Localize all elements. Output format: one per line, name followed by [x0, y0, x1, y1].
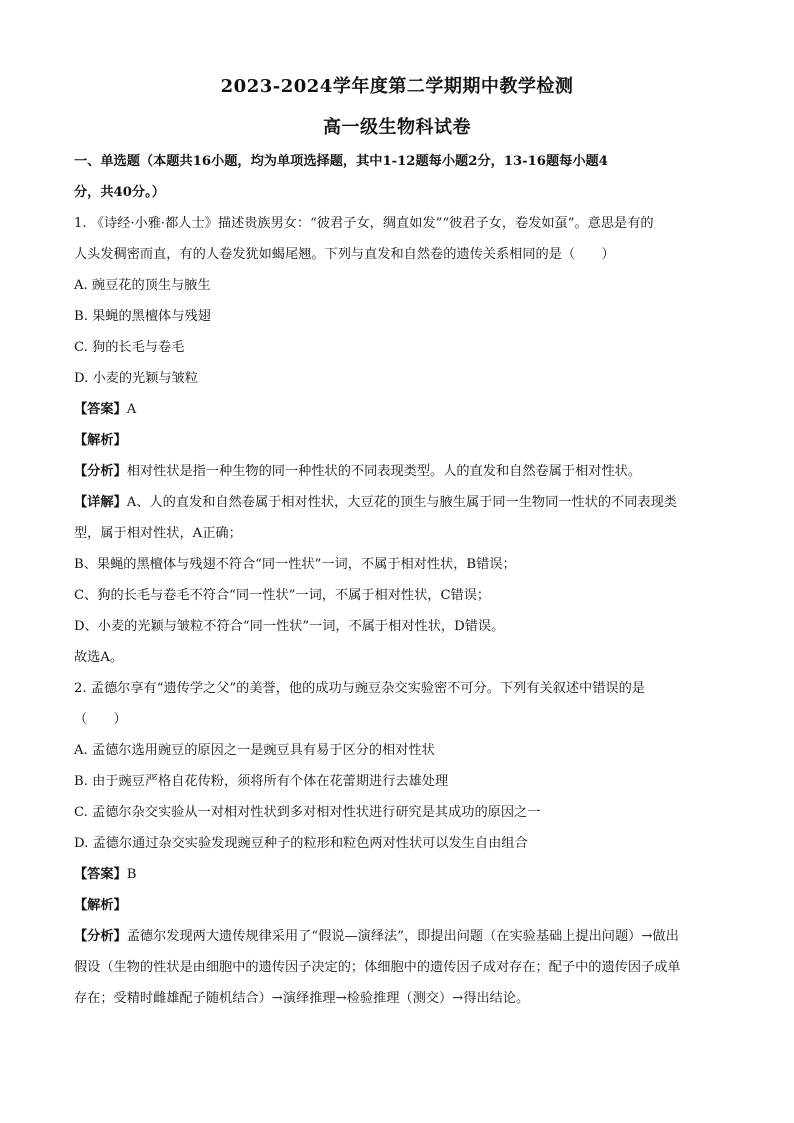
exam-title: 2023-2024学年度第二学期期中教学检测 [220, 76, 574, 97]
q2-option-c: C. 孟德尔杂交实验从一对相对性状到多对相对性状进行研究是其成功的原因之一 [74, 805, 541, 820]
q1-xiangjie-b: B、果蝇的黑檀体与残翅不符合“同一性状”一词，不属于相对性状，B错误； [74, 557, 516, 572]
xiangjie-label: 【详解】 [74, 495, 127, 510]
q2-answer [74, 866, 724, 884]
section-heading-line-1: 一、单选题（本题共16小题，均为单项选择题，其中1-12题每小题2分，13-16题每小题4 [74, 154, 608, 169]
q1-stem-line-2: 人头发稠密而直，有的人卷发犹如蝎尾翘。下列与直发和自然卷的遗传关系相同的是（ ） [74, 247, 615, 262]
exam-subtitle: 高一级生物科试卷 [323, 117, 471, 138]
q2-option-b: B. 由于豌豆严格自花传粉，须将所有个体在花蕾期进行去雄处理 [74, 774, 449, 789]
section-heading-line-2: 分，共40分。） [74, 185, 165, 200]
q1-answer [74, 401, 724, 419]
fenxi-label: 【分析】 [74, 929, 127, 944]
q1-option-d: D. 小麦的光颖与皱粒 [74, 371, 198, 386]
q2-fenxi-line-2: 假设（生物的性状是由细胞中的遗传因子决定的；体细胞中的遗传因子成对存在；配子中的遗传因子成单 [74, 960, 681, 975]
fenxi-text: 孟德尔发现两大遗传规律采用了“假说—演绎法”，即提出问题（在实验基础上提出问题）→做出 [126, 929, 679, 944]
q1-conclusion: 故选A。 [74, 650, 124, 665]
xiangjie-text: A、人的直发和自然卷属于相对性状，大豆花的顶生与腋生属于同一生物同一性状的不同表现类 [126, 495, 677, 510]
answer-label: 【答案】 [74, 402, 127, 417]
q1-fenxi [74, 463, 724, 481]
fenxi-text: 相对性状是指一种生物的同一种性状的不同表现类型。人的直发和自然卷属于相对性状。 [126, 464, 642, 479]
answer-label: 【答案】 [74, 867, 127, 882]
q2-stem-line-1: 2. 孟德尔享有“遗传学之父”的美誉，他的成功与豌豆杂交实验密不可分。下列有关叙述中错误的是 [74, 681, 645, 696]
q1-xiangjie-c: C、狗的长毛与卷毛不符合“同一性状”一词，不属于相对性状，C错误； [74, 588, 491, 603]
q2-fenxi-line-3: 存在；受精时雌雄配子随机结合）→演绎推理→检验推理（测交）→得出结论。 [74, 991, 530, 1006]
q2-option-d: D. 孟德尔通过杂交实验发现豌豆种子的粒形和粒色两对性状可以发生自由组合 [74, 836, 528, 851]
fenxi-label: 【分析】 [74, 464, 127, 479]
q1-xiangjie-line-1 [74, 494, 724, 512]
q1-xiangjie-d: D、小麦的光颖与皱粒不符合“同一性状”一词，不属于相对性状，D错误。 [74, 619, 505, 634]
q1-option-c: C. 狗的长毛与卷毛 [74, 340, 185, 355]
q1-option-b: B. 果蝇的黑檀体与残翅 [74, 309, 211, 324]
q1-option-a: A. 豌豆花的顶生与腋生 [74, 278, 211, 293]
q2-stem-line-2: （ ） [74, 712, 127, 727]
q2-analysis-label: 【解析】 [74, 898, 127, 913]
q2-fenxi-line-1 [74, 928, 724, 946]
answer-value: B [126, 867, 137, 882]
answer-value: A [126, 402, 137, 417]
q1-xiangjie-line-2: 型，属于相对性状，A正确； [74, 526, 242, 541]
q1-analysis-label: 【解析】 [74, 433, 127, 448]
q2-option-a: A. 孟德尔选用豌豆的原因之一是豌豆具有易于区分的相对性状 [74, 743, 435, 758]
q1-stem-line-1: 1. 《诗经·小雅·都人士》描述贵族男女：“彼君子女，绸直如发”“彼君子女，卷发如虿”。意思是有的 [74, 216, 654, 231]
